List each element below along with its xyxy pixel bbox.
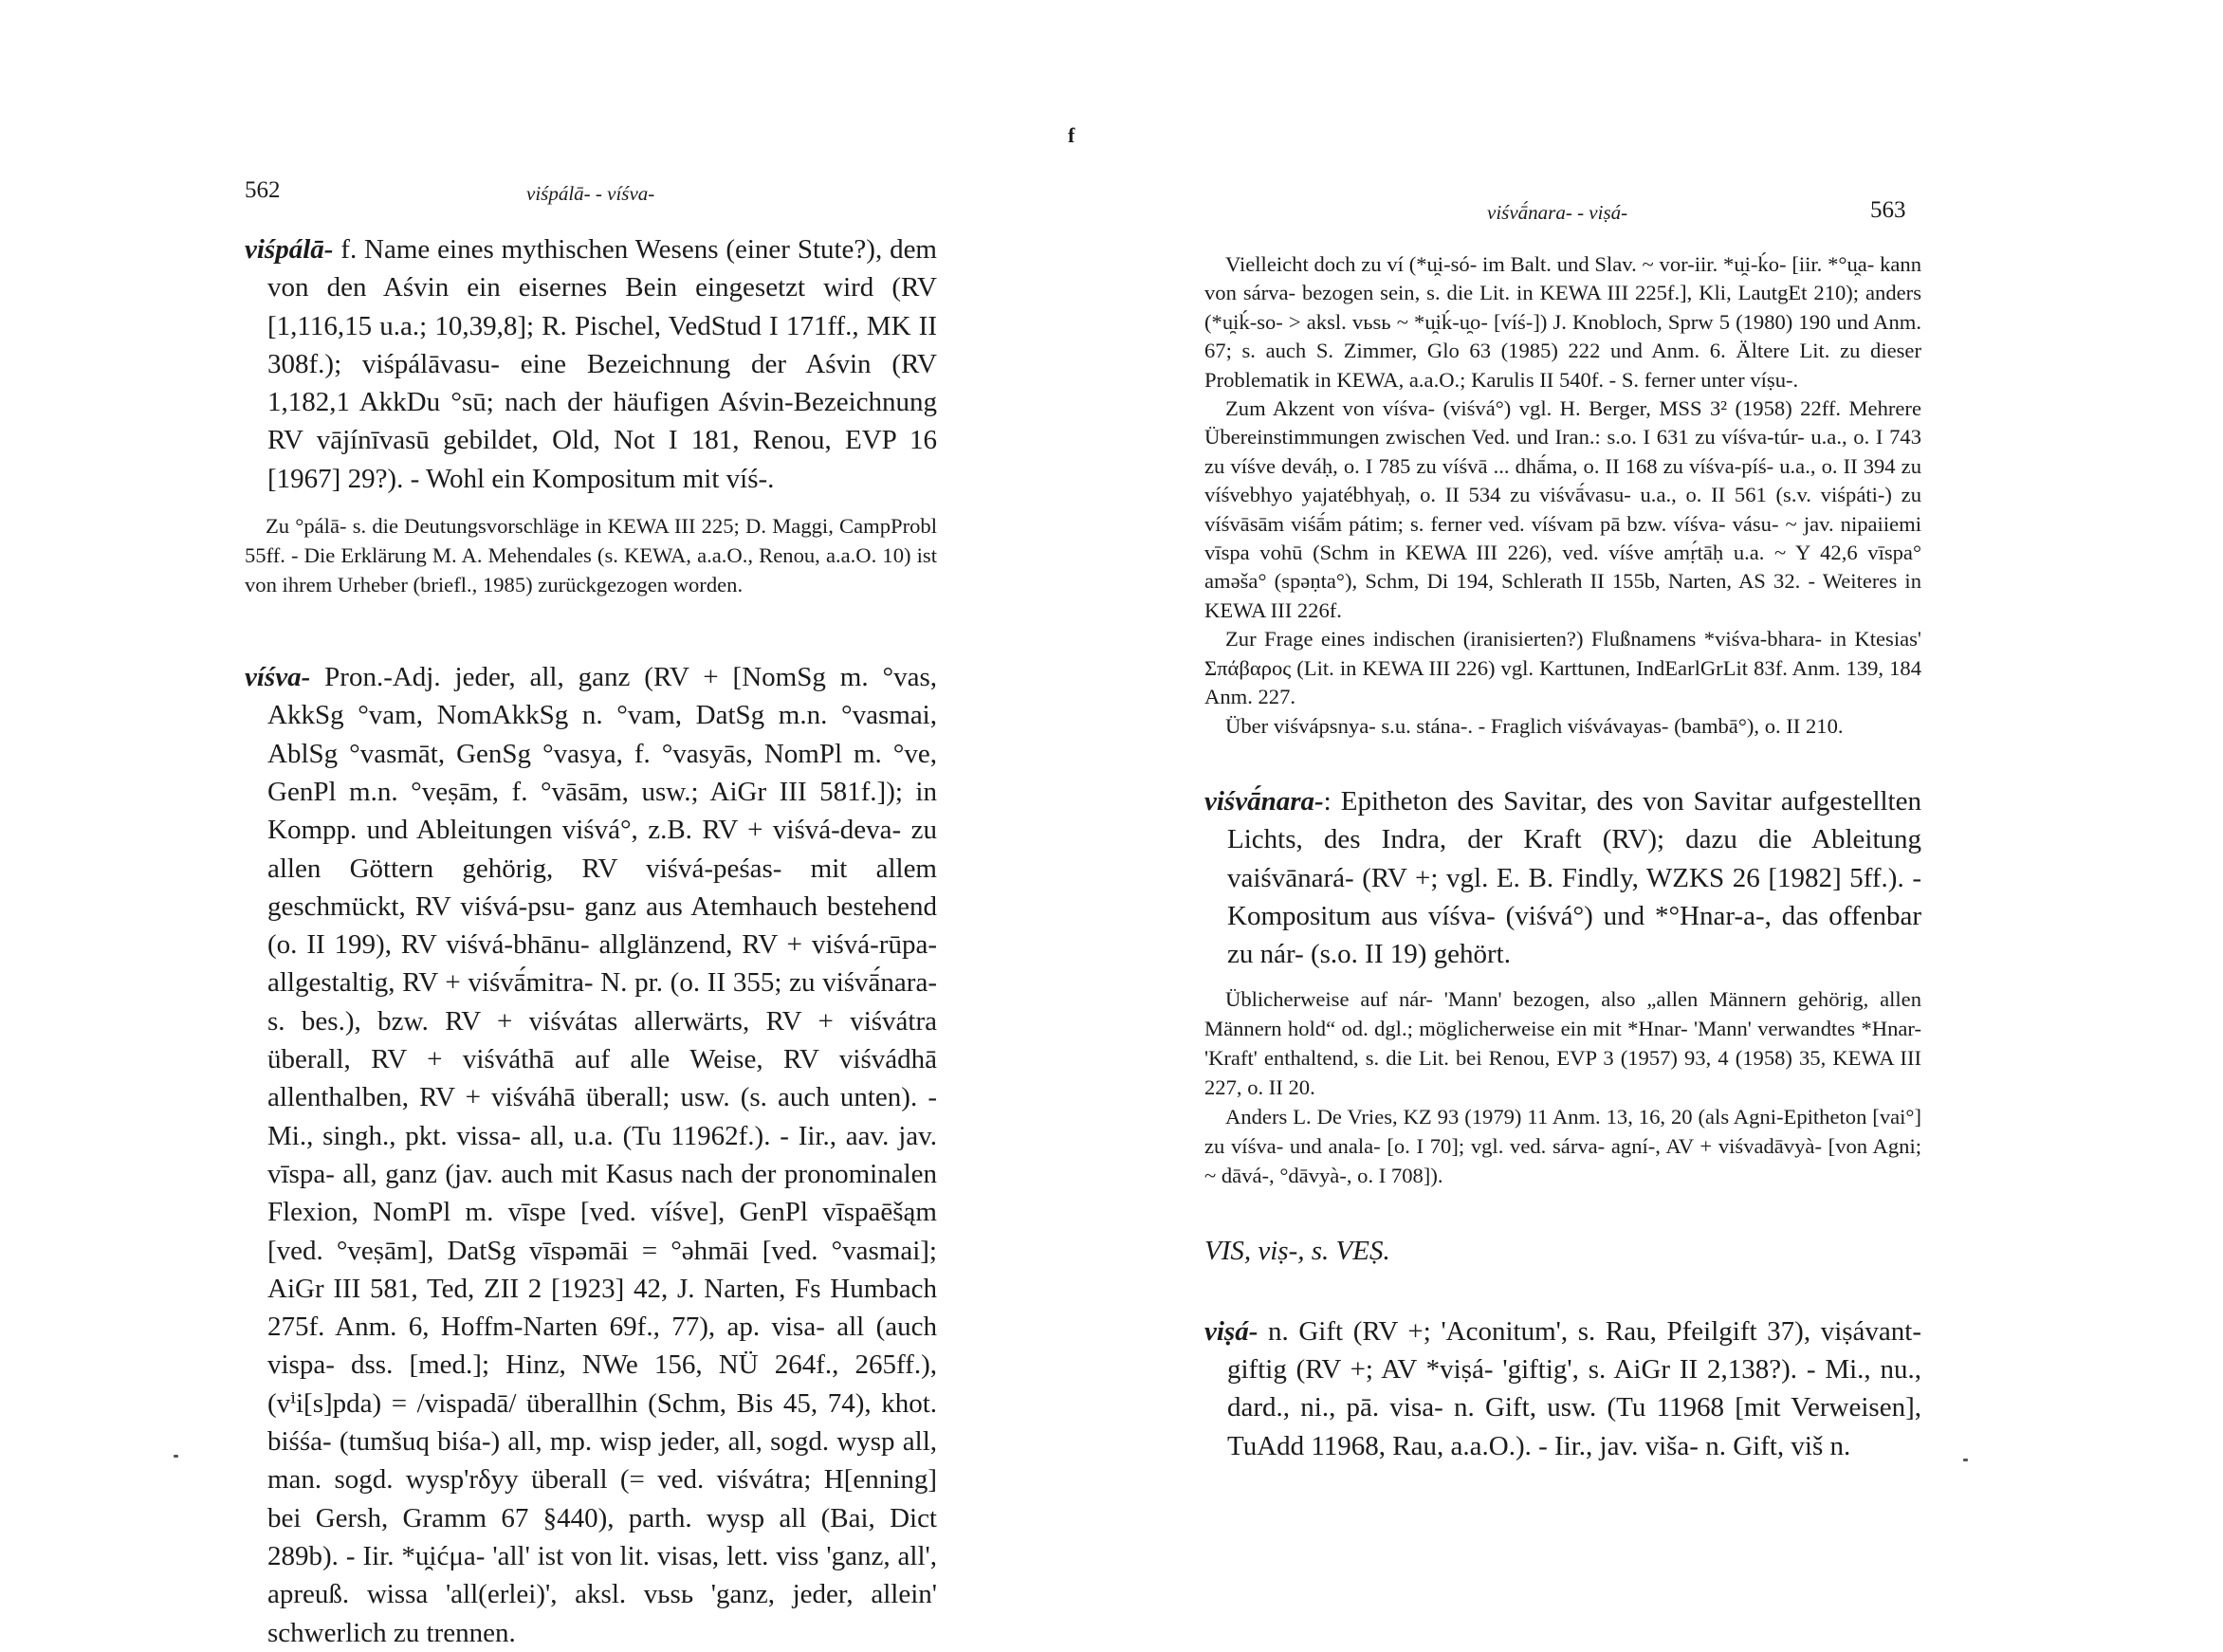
entry-text: : Epitheton des Savitar, des von Savitar aufgestellten Lichts, des Indra, der Kraft (RV); dazu die Ableitung vaiśvānará- (RV +; vgl. E. B. Findly, WZKS 26 [1982] 5ff.). - Kompositum aus víśva- (viśvá°) und *°Hnar-a-, das offenbar zu nár- (s.o. II 19) gehört. (1227, 785, 1921, 970)
entry-body (1204, 1232, 1921, 1270)
entry-text: n. Gift (RV +; 'Aconitum', s. Rau, Pfeilgift 37), viṣávant- giftig (RV +; AV *viṣá- 'giftig', s. AiGr II 2,138?). - Mi., nu., dard., ni., pā. visa- n. Gift, usw. (Tu 11968 [mit Verweisen], TuAdd 11968, Rau, a.a.O.). - Iir., jav. viša- n. Gift, viš n. (1227, 1315, 1921, 1461)
entry-note (1204, 984, 1921, 1190)
dictionary-entry (1204, 1232, 1921, 1270)
note-paragraph: Üblicherweise auf nár- 'Mann' bezogen, also „allen Männern gehörig, allen Männern hold“ od. dgl.; möglicherweise ein mit *Hnar- 'Mann' verwandtes *Hnar- 'Kraft' enthaltend, s. die Lit. bei Renou, EVP 3 (1957) 93, 4 (1958) 35, KEWA III 227, o. II 20. (1204, 987, 1921, 1100)
continuation-note (1204, 250, 1921, 741)
dictionary-entry (1204, 1312, 1921, 1465)
scan-mark: f (1068, 123, 1075, 147)
entry-text: f. Name eines mythischen Wesens (einer Stute?), dem von den Aśvin ein eisernes Bein eingesetzt wird (RV [1,116,15 u.a.; 10,39,8]; R. Pischel, VedStud I 171ff., MK II 308f.); viśpálāvasu- eine Bezeichnung der Aśvin (RV 1,182,1 AkkDu °sū; nach der häufigen Aśvin-Bezeichnung RV vājínīvasū gebildet, Old, Not I 181, Renou, EVP 16 [1967] 29?). - Wohl ein Kompositum mit víś-. (267, 234, 937, 494)
running-head: viśpálā- - víśva- (526, 182, 655, 205)
scan-speck (1963, 1459, 1968, 1461)
entry-lemma: viśvā́nara- (1204, 785, 1324, 817)
entry-lemma: viṣá- (1204, 1315, 1258, 1347)
note-paragraph: Zu °pálā- s. die Deutungsvorschläge in KEWA III 225; D. Maggi, CampProbl 55ff. - Die Erklärung M. A. Mehendales (s. KEWA, a.a.O., Renou, a.a.O. 10) ist von ihrem Urheber (briefl., 1985) zurückgezogen worden. (245, 514, 937, 597)
entry-body (1204, 782, 1921, 973)
right-column (1204, 250, 1921, 1465)
dictionary-entry (1204, 782, 1921, 1190)
entry-body (245, 230, 937, 498)
entry-text: Pron.-Adj. jeder, all, ganz (RV + [NomSg m. °vas, AkkSg °vam, NomAkkSg n. °vam, DatSg m.n. °vasmai, AblSg °vasmāt, GenSg °vasya, f. °vasyās, NomPl m. °ve, GenPl m.n. °veṣām, f. °vāsām, usw.; AiGr III 581f.]); in Kompp. und Ableitungen viśvá°, z.B. RV + viśvá-deva- zu allen Göttern gehörig, RV viśvá-peśas- mit allem geschmückt, RV viśvá-psu- ganz aus Atemhauch bestehend (o. II 199), RV viśvá-bhānu- allglänzend, RV + viśvá-rūpa- allgestaltig, RV + viśvā́mitra- N. pr. (o. II 355; zu viśvā́nara- s. bes.), bzw. RV + viśvátas allerwärts, RV + viśvátra überall, RV + viśváthā auf alle Weise, RV viśvádhā allenthalben, RV + viśváhā überall; usw. (s. auch unten). - Mi., singh., pkt. vissa- all, u.a. (Tu 11962f.). - Iir., aav. jav. vīspa- all, ganz (jav. auch mit Kasus nach der pronominalen Flexion, NomPl m. vīspe [ved. víśve], GenPl vīspaēšąm [ved. °veṣām], DatSg vīspəmāi = °əhmāi [ved. °vasmai]; AiGr III 581, Ted, ZII 2 [1923] 42, J. Narten, Fs Humbach 275f. Anm. 6, Hoffm-Narten 69f., 77), ap. visa- all (auch vispa- dss. [med.]; Hinz, NWe 156, NÜ 264f., 265ff.), (vⁱi[s]pda) = /vispadā/ überallhin (Schm, Bis 45, 74), khot. biśśa- (tumšuq biśa-) all, mp. wisp jeder, all, sogd. wysp all, man. sogd. wysp'rδyy überall (= ved. viśvátra; H[enning] bei Gersh, Gramm 67 §440), parth. wysp all (Bai, Dict 289b). - Iir. *u̯ićμa- 'all' ist von lit. visas, lett. viss 'ganz, all', apreuß. wissa 'all(erlei)', aksl. vьsь 'ganz, jeder, allein' schwerlich zu trennen. (267, 662, 937, 1648)
entry-note (245, 511, 937, 599)
scan-speck (174, 1455, 178, 1458)
note-paragraph: Anders L. De Vries, KZ 93 (1979) 11 Anm. 13, 16, 20 (als Agni-Epitheton [vai°] zu víśva- und anala- [o. I 70]; vgl. ved. sárva- agní-, AV + viśvadāvyà- [von Agni; ~ dāvá-, °dāvyà-, o. I 708]). (1204, 1105, 1921, 1188)
dictionary-entry (245, 230, 937, 599)
entry-body (245, 658, 937, 1652)
page-number: 562 (245, 177, 281, 203)
running-head: viśvā́nara- - viṣá- (1487, 201, 1628, 224)
right-page (1068, 0, 2223, 1570)
entry-lemma: víśva- (245, 662, 311, 693)
left-column (245, 230, 937, 1652)
dictionary-entry (245, 658, 937, 1652)
left-page (0, 0, 1100, 1648)
entry-text: , viṣ-, s. VEṢ. (1243, 1236, 1390, 1267)
page-number: 563 (1870, 197, 1906, 223)
entry-lemma: VIS (1204, 1236, 1244, 1267)
note-paragraph: Über viśvápsnya- s.u. stána-. - Fraglich viśvávayas- (bambā°), o. II 210. (1225, 713, 1844, 738)
note-paragraph: Zum Akzent von víśva- (viśvá°) vgl. H. Berger, MSS 3² (1958) 22ff. Mehrere Übereinstimmungen zwischen Ved. und Iran.: s.o. I 631 zu víśva-túr- u.a., o. I 743 zu víśve deváḥ, o. I 785 zu víśvā ... dhā́ma, o. II 168 zu víśva-píś- u.a., o. II 394 zu víśvebhyo yajatébhyaḥ, o. II 534 zu viśvā́vasu- u.a., o. II 561 (s.v. viśpáti-) zu víśvāsām viśā́m pátim; s. ferner ved. víśvam pā bzw. víśva- vásu- ~ jav. nipaiiemi vīspa vohū (Schm in KEWA III 226), ved. víśve amṛ́tāḥ u.a. ~ Y 42,6 vīspa° aməša° (spəṇta°), Schm, Di 194, Schlerath II 155b, Narten, AS 32. - Weiteres in KEWA III 226f. (1204, 396, 1921, 622)
note-paragraph: Vielleicht doch zu ví (*u̯i-só- im Balt. und Slav. ~ vor-iir. *u̯i-ḱo- [iir. *°u̯a- kann von sárva- bezogen sein, s. die Lit. in KEWA III 225f.], Kli, LautgEt 210); anders (*u̯iḱ-so- > aksl. vьsь ~ *u̯iḱ-u̯o- [víś-]) J. Knobloch, Sprw 5 (1980) 190 und Anm. 67; s. auch S. Zimmer, Glo 63 (1985) 222 und Anm. 6. Ältere Lit. zu dieser Problematik in KEWA, a.a.O.; Karulis II 540f. - S. ferner unter víṣu-. (1204, 252, 1921, 392)
entry-lemma: viśpálā- (245, 234, 334, 265)
entry-body (1204, 1312, 1921, 1465)
note-paragraph: Zur Frage eines indischen (iranisierten?) Flußnamens *viśva-bhara- in Ktesias' Σπάβαρος (Lit. in KEWA III 226) vgl. Karttunen, IndEarlGrLit 83f. Anm. 139, 184 Anm. 227. (1204, 627, 1921, 709)
